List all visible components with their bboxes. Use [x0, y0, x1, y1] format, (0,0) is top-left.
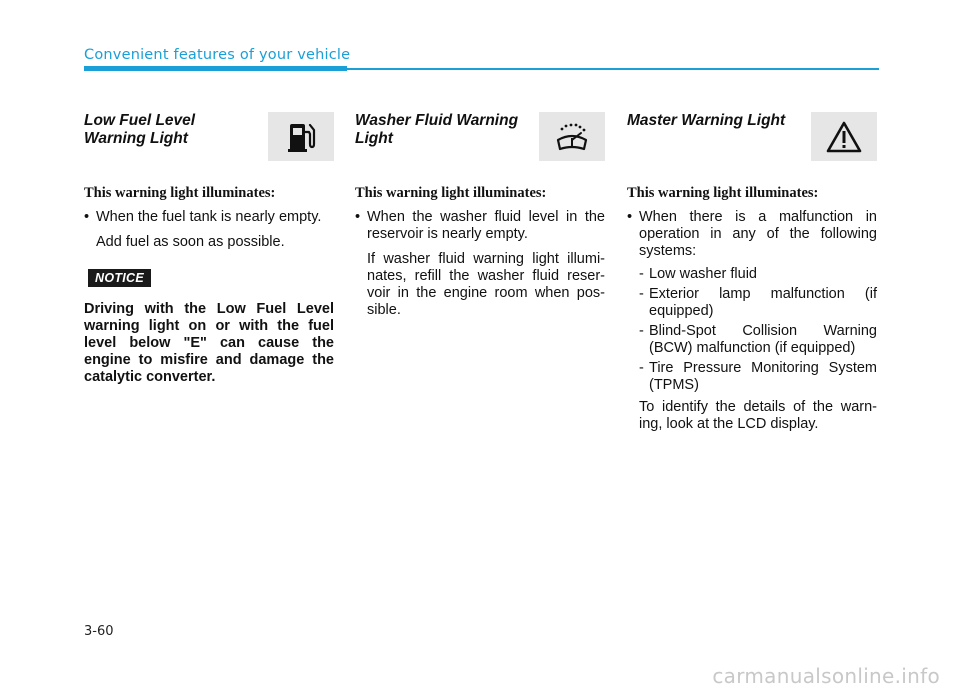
sub-list-item: - Low washer fluid [639, 266, 757, 282]
illuminates-heading: This warning light illuminates: [84, 185, 276, 201]
bullet-item: • When the fuel tank is nearly empty. [84, 209, 322, 225]
section-title: Master Warning Light [627, 112, 786, 129]
bullet-item: • When the washer fluid level in the reservoir is nearly empty. [355, 209, 605, 242]
header-bar-thin [347, 68, 879, 70]
header-bar-thick [84, 66, 347, 71]
washer-fluid-icon [539, 112, 605, 161]
section-washer-fluid [355, 112, 605, 319]
watermark: carmanualsonline.info [712, 664, 940, 688]
section-header [355, 112, 605, 162]
chapter-title: Convenient features of your vehicle [84, 47, 351, 63]
bullet-dot: • [355, 209, 361, 225]
sub-list-item: - Exterior lamp malfunction (if equipped) [639, 286, 877, 319]
section-low-fuel [84, 112, 334, 386]
bullet-detail: Add fuel as soon as possible. [96, 234, 285, 250]
fuel-pump-icon [268, 112, 334, 161]
bullet-detail: If washer fluid warning light illumi- nates, refill the washer fluid reser- voir in the engine room when pos- sible. [367, 251, 605, 318]
section-header [84, 112, 334, 162]
section-header [627, 112, 877, 162]
page-number: 3-60 [84, 624, 114, 639]
warning-triangle-icon [811, 112, 877, 161]
sub-list-item: - Blind-Spot Collision Warning (BCW) malfunction (if equipped) [639, 323, 877, 356]
sub-list-item: - Tire Pressure Monitoring System (TPMS) [639, 360, 877, 393]
section-title: Washer Fluid Warning Light [355, 112, 519, 147]
section-title: Low Fuel Level Warning Light [84, 112, 196, 147]
notice-badge: NOTICE [88, 269, 151, 287]
bullet-item: • When there is a malfunction in operation in any of the following systems: [627, 209, 877, 259]
bullet-dot: • [627, 209, 633, 225]
bullet-dot: • [84, 209, 90, 225]
bullet-detail: To identify the details of the warn- ing, look at the LCD display. [639, 399, 877, 432]
notice-text: Driving with the Low Fuel Level warning light on or with the fuel level below "E" can cause the engine to misfire and damage the catalytic converter. [84, 301, 334, 385]
illuminates-heading: This warning light illuminates: [355, 185, 547, 201]
illuminates-heading: This warning light illuminates: [627, 185, 819, 201]
section-master-warning [627, 112, 877, 433]
